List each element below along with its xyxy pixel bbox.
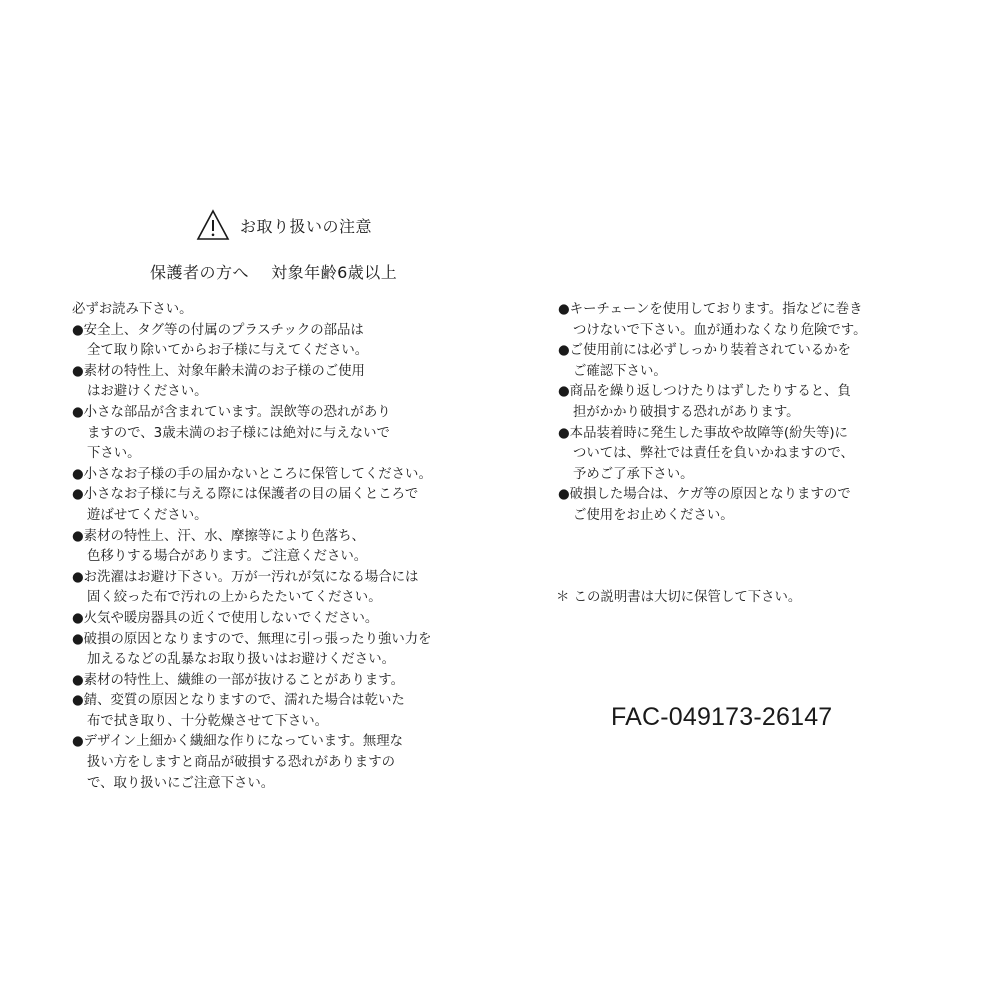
caution-line: ●デザイン上細かく繊細な作りになっています。無理な (72, 734, 404, 750)
caution-line: 遊ばせてください。 (87, 507, 208, 523)
caution-line: ●小さなお子様の手の届かないところに保管してください。 (72, 466, 432, 482)
caution-line: 布で拭き取り、十分乾燥させて下さい。 (87, 713, 329, 729)
product-code: FAC-049173-26147 (611, 703, 833, 731)
caution-line: ●錆、変質の原因となりますので、濡れた場合は乾いた (72, 693, 405, 709)
caution-line: ご使用をお止めください。 (573, 507, 734, 523)
caution-line: 予めご了承下さい。 (573, 466, 694, 482)
caution-line: ●破損した場合は、ケガ等の原因となりますので (558, 487, 851, 503)
caution-line: 固く絞った布で汚れの上からたたいてください。 (87, 590, 382, 606)
caution-line: ご確認下さい。 (573, 363, 667, 379)
caution-line: ●小さな部品が含まれています。誤飲等の恐れがあり (72, 404, 391, 420)
caution-line: つけないで下さい。血が通わなくなり危険です。 (573, 322, 867, 338)
caution-line: 担がかかり破損する恐れがあります。 (573, 404, 800, 420)
caution-line: 色移りする場合があります。ご注意ください。 (87, 549, 368, 565)
caution-line: ●素材の特性上、対象年齢未満のお子様のご使用 (72, 363, 365, 379)
caution-line: ますので、3歳未満のお子様には絶対に与えないで (87, 425, 390, 441)
title-row (196, 208, 456, 242)
caution-line: ●小さなお子様に与える際には保護者の目の届くところで (72, 487, 419, 503)
storage-note: ＊ この説明書は大切に保管して下さい。 (556, 590, 802, 605)
caution-line: 扱い方をしますと商品が破損する恐れがありますの (87, 755, 395, 771)
caution-line: ●素材の特性上、繊維の一部が抜けることがあります。 (72, 672, 404, 688)
caution-line: ●お洗濯はお避け下さい。万が一汚れが気になる場合には (72, 569, 419, 585)
caution-line: はお避けください。 (87, 384, 208, 400)
caution-line: 加えるなどの乱暴なお取り扱いはお避けください。 (87, 652, 395, 668)
caution-line: ●火気や暖房器具の近くで使用しないでください。 (72, 610, 379, 626)
caution-line: ●キーチェーンを使用しております。指などに巻き (558, 302, 863, 317)
caution-line: で、取り扱いにご注意下さい。 (87, 775, 275, 791)
caution-line: ●ご使用前には必ずしっかり装着されているかを (558, 343, 851, 359)
left-caution-list (72, 300, 472, 794)
page-title: お取り扱いの注意 (240, 216, 373, 236)
caution-line: ついては、弊社では責任を負いかねますので、 (573, 446, 854, 462)
age-notice: 保護者の方へ 対象年齢6歳以上 (150, 263, 398, 282)
caution-line: 全て取り除いてからお子様に与えてください。 (87, 343, 369, 359)
caution-line: ●素材の特性上、汗、水、摩擦等により色落ち、 (72, 528, 365, 544)
caution-line: ●安全上、タグ等の付属のプラスチックの部品は (72, 322, 364, 338)
warning-triangle-icon (196, 209, 230, 241)
caution-line: 必ずお読み下さい。 (72, 302, 193, 317)
caution-line: ●本品装着時に発生した事故や故障等(紛失等)に (558, 425, 848, 441)
caution-line: ●商品を繰り返しつけたりはずしたりすると、負 (558, 384, 851, 400)
right-caution-list (558, 300, 958, 527)
caution-line: ●破損の原因となりますので、無理に引っ張ったり強い力を (72, 631, 432, 647)
caution-line: 下さい。 (87, 446, 141, 462)
